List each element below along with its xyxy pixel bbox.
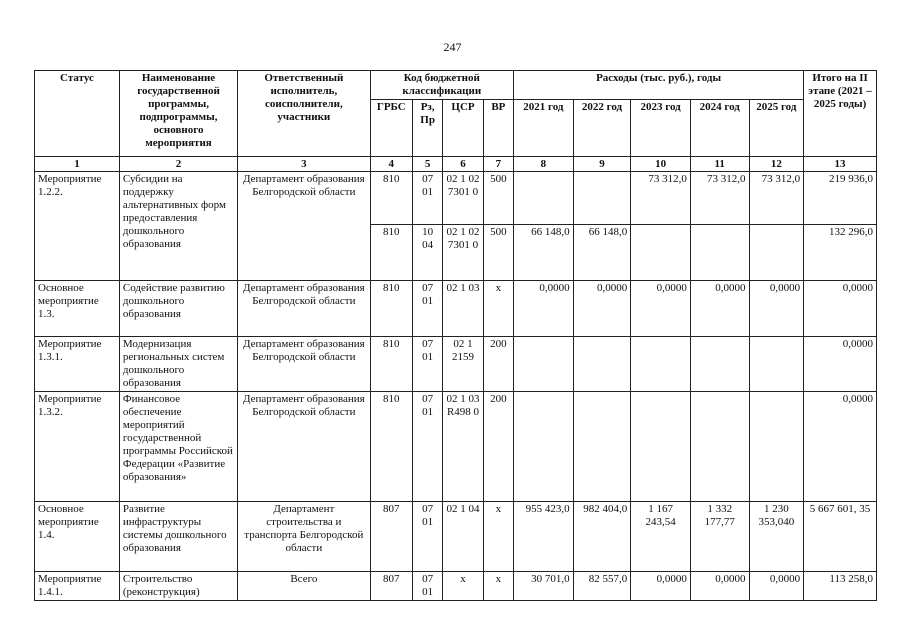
value-2025 (749, 392, 804, 502)
name-cell: Развитие инфраструктуры системы дошкольного образования (119, 502, 237, 572)
name-cell: Модернизация региональных систем дошкольного образования (119, 337, 237, 392)
vr-cell: 500 (483, 225, 513, 281)
value-2025 (749, 337, 804, 392)
value-2024 (690, 337, 749, 392)
table-row (35, 572, 877, 601)
value-2024: 0,0000 (690, 281, 749, 337)
rzpr-cell: 07 01 (412, 172, 442, 225)
csr-cell: 02 1 02 7301 0 (443, 172, 483, 225)
table-row (35, 502, 877, 572)
executor-cell: Департамент образования Белгородской области (238, 392, 370, 502)
value-2023 (631, 337, 691, 392)
vr-cell: 200 (483, 392, 513, 502)
value-total: 113 258,0 (804, 572, 877, 601)
vr-cell: 200 (483, 337, 513, 392)
rzpr-cell: 07 01 (412, 337, 442, 392)
executor-cell: Департамент строительства и транспорта Белгородской области (238, 502, 370, 572)
column-number: 9 (573, 157, 631, 172)
value-2021: 955 423,0 (514, 502, 574, 572)
table-row (35, 281, 877, 337)
column-number: 10 (631, 157, 691, 172)
value-2022: 0,0000 (573, 281, 631, 337)
grbs-cell: 810 (370, 172, 412, 225)
value-2023: 0,0000 (631, 281, 691, 337)
header-budget-code: Код бюджетной классификации (370, 71, 513, 100)
status-cell: Мероприятие 1.3.2. (35, 392, 120, 502)
vr-cell: 500 (483, 172, 513, 225)
value-2022 (573, 392, 631, 502)
value-2024: 1 332 177,77 (690, 502, 749, 572)
value-total: 219 936,0 (804, 172, 877, 225)
table-row (35, 392, 877, 502)
column-number: 3 (238, 157, 370, 172)
rzpr-cell: 07 01 (412, 502, 442, 572)
vr-cell: х (483, 572, 513, 601)
value-2021 (514, 172, 574, 225)
grbs-cell: 807 (370, 572, 412, 601)
rzpr-cell: 10 04 (412, 225, 442, 281)
header-2025: 2025 год (749, 100, 804, 157)
name-cell: Содействие развитию дошкольного образования (119, 281, 237, 337)
value-2021: 30 701,0 (514, 572, 574, 601)
value-total: 0,0000 (804, 392, 877, 502)
value-2024: 0,0000 (690, 572, 749, 601)
header-2021: 2021 год (514, 100, 574, 157)
table-row (35, 337, 877, 392)
column-number: 4 (370, 157, 412, 172)
column-number: 2 (119, 157, 237, 172)
value-2023: 73 312,0 (631, 172, 691, 225)
header-2024: 2024 год (690, 100, 749, 157)
header-grbs: ГРБС (370, 100, 412, 157)
grbs-cell: 810 (370, 225, 412, 281)
value-2021 (514, 392, 574, 502)
value-2025: 0,0000 (749, 572, 804, 601)
csr-cell: 02 1 2159 (443, 337, 483, 392)
header-status: Статус (35, 71, 120, 157)
executor-cell: Департамент образования Белгородской области (238, 337, 370, 392)
header-total: Итого на II этапе (2021 – 2025 годы) (804, 71, 877, 157)
status-cell: Мероприятие 1.2.2. (35, 172, 120, 281)
csr-cell: 02 1 04 (443, 502, 483, 572)
executor-cell: Всего (238, 572, 370, 601)
csr-cell: 02 1 03 (443, 281, 483, 337)
rzpr-cell: 07 01 (412, 572, 442, 601)
vr-cell: х (483, 281, 513, 337)
header-executor: Ответственный исполнитель, соисполнители, участники (238, 71, 370, 157)
value-total: 0,0000 (804, 337, 877, 392)
column-number: 11 (690, 157, 749, 172)
header-csr: ЦСР (443, 100, 483, 157)
csr-cell: 02 1 02 7301 0 (443, 225, 483, 281)
value-2024 (690, 225, 749, 281)
name-cell: Строительство (реконструкция) (119, 572, 237, 601)
column-number: 8 (514, 157, 574, 172)
value-2023: 0,0000 (631, 572, 691, 601)
status-cell: Мероприятие 1.3.1. (35, 337, 120, 392)
value-2022 (573, 337, 631, 392)
value-total: 5 667 601, 35 (804, 502, 877, 572)
header-vr: ВР (483, 100, 513, 157)
value-2021 (514, 337, 574, 392)
column-number: 12 (749, 157, 804, 172)
rzpr-cell: 07 01 (412, 392, 442, 502)
header-2023: 2023 год (631, 100, 691, 157)
value-total: 132 296,0 (804, 225, 877, 281)
value-2022: 982 404,0 (573, 502, 631, 572)
rzpr-cell: 07 01 (412, 281, 442, 337)
grbs-cell: 807 (370, 502, 412, 572)
page-number: 247 (443, 40, 462, 54)
value-2022: 66 148,0 (573, 225, 631, 281)
value-2025: 0,0000 (749, 281, 804, 337)
column-number: 7 (483, 157, 513, 172)
status-cell: Основное мероприятие 1.3. (35, 281, 120, 337)
value-2023 (631, 225, 691, 281)
column-number: 6 (443, 157, 483, 172)
value-2025: 73 312,0 (749, 172, 804, 225)
name-cell: Финансовое обеспечение мероприятий государственной программы Российской Федерации «Развитие образования» (119, 392, 237, 502)
value-total: 0,0000 (804, 281, 877, 337)
value-2023 (631, 392, 691, 502)
grbs-cell: 810 (370, 337, 412, 392)
value-2025: 1 230 353,040 (749, 502, 804, 572)
value-2024 (690, 392, 749, 502)
status-cell: Мероприятие 1.4.1. (35, 572, 120, 601)
value-2022 (573, 172, 631, 225)
value-2023: 1 167 243,54 (631, 502, 691, 572)
header-expenses: Расходы (тыс. руб.), годы (514, 71, 804, 100)
name-cell: Субсидии на поддержку альтернативных форм предоставления дошкольного образования (119, 172, 237, 281)
value-2024: 73 312,0 (690, 172, 749, 225)
column-number: 5 (412, 157, 442, 172)
value-2021: 0,0000 (514, 281, 574, 337)
grbs-cell: 810 (370, 281, 412, 337)
executor-cell: Департамент образования Белгородской области (238, 172, 370, 281)
table-row (35, 172, 877, 225)
header-rzpr: Рз, Пр (412, 100, 442, 157)
grbs-cell: 810 (370, 392, 412, 502)
value-2022: 82 557,0 (573, 572, 631, 601)
csr-cell: х (443, 572, 483, 601)
executor-cell: Департамент образования Белгородской области (238, 281, 370, 337)
header-name: Наименование государственной программы, подпрограммы, основного мероприятия (119, 71, 237, 157)
vr-cell: х (483, 502, 513, 572)
header-2022: 2022 год (573, 100, 631, 157)
value-2025 (749, 225, 804, 281)
value-2021: 66 148,0 (514, 225, 574, 281)
column-number: 13 (804, 157, 877, 172)
status-cell: Основное мероприятие 1.4. (35, 502, 120, 572)
column-number: 1 (35, 157, 120, 172)
csr-cell: 02 1 03 R498 0 (443, 392, 483, 502)
budget-table (34, 70, 877, 601)
column-numbers-row (35, 157, 877, 172)
